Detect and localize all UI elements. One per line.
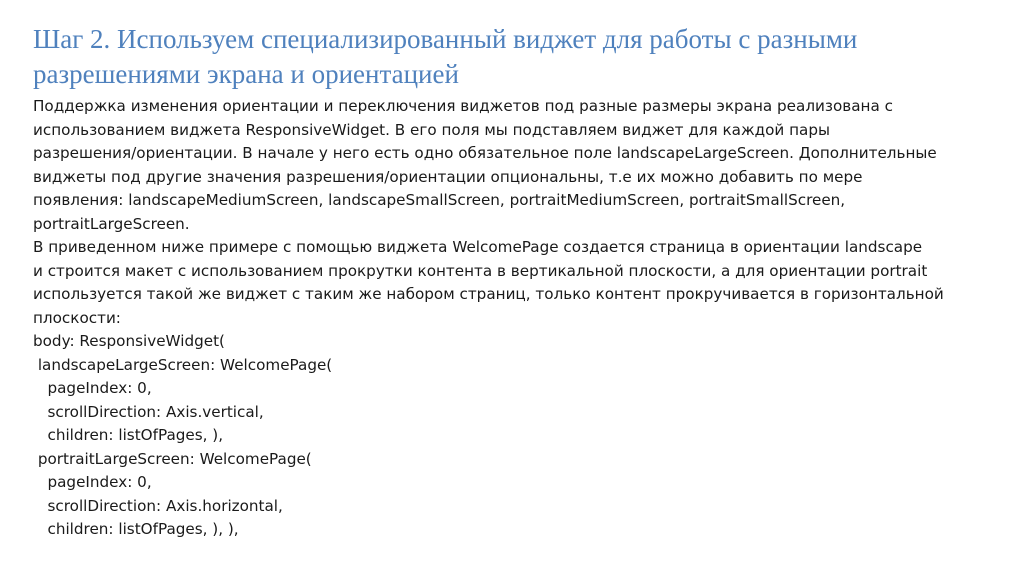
title-line-2: разрешениями экрана и ориентацией bbox=[33, 59, 459, 89]
code-line-2: landscapeLargeScreen: WelcomePage( bbox=[33, 355, 333, 374]
body-line-10: плоскости: bbox=[33, 308, 121, 327]
code-line-6: portraitLargeScreen: WelcomePage( bbox=[33, 449, 312, 468]
code-line-4: scrollDirection: Axis.vertical, bbox=[33, 402, 264, 421]
code-line-1: body: ResponsiveWidget( bbox=[33, 332, 225, 350]
body-line-2: использованием виджета ResponsiveWidget. В его поля мы подставляем виджет для каждой пары bbox=[33, 120, 830, 139]
code-line-7: pageIndex: 0, bbox=[33, 473, 152, 491]
code-line-5: children: listOfPages, ), bbox=[33, 426, 224, 444]
title-line-1: Шаг 2. Используем специализированный виджет для работы с разными bbox=[33, 24, 858, 54]
slide-body bbox=[33, 95, 1003, 542]
slide-title bbox=[33, 22, 993, 92]
body-line-6: portraitLargeScreen. bbox=[33, 214, 190, 233]
code-line-8: scrollDirection: Axis.horizontal, bbox=[33, 496, 283, 515]
code-line-9: children: listOfPages, ), ), bbox=[33, 520, 239, 538]
body-line-7: В приведенном ниже примере с помощью виджета WelcomePage создается страница в ориентации landscape bbox=[33, 238, 923, 256]
body-line-9: используется такой же виджет с таким же набором страниц, только контент прокручивается в горизонтальной bbox=[33, 285, 944, 303]
body-line-1: Поддержка изменения ориентации и переключения виджетов под разные размеры экрана реализована с bbox=[33, 97, 893, 115]
body-line-3: разрешения/ориентации. В начале у него есть одно обязательное поле landscapeLargeScreen. Дополнительные bbox=[33, 144, 937, 162]
body-line-5: появления: landscapeMediumScreen, landscapeSmallScreen, portraitMediumScreen, portraitSmallScreen, bbox=[33, 191, 846, 209]
body-line-4: виджеты под другие значения разрешения/ориентации опциональны, т.е их можно добавить по мере bbox=[33, 167, 863, 186]
body-line-8: и строится макет с использованием прокрутки контента в вертикальной плоскости, а для ориентации portrait bbox=[33, 261, 928, 280]
code-line-3: pageIndex: 0, bbox=[33, 379, 152, 397]
